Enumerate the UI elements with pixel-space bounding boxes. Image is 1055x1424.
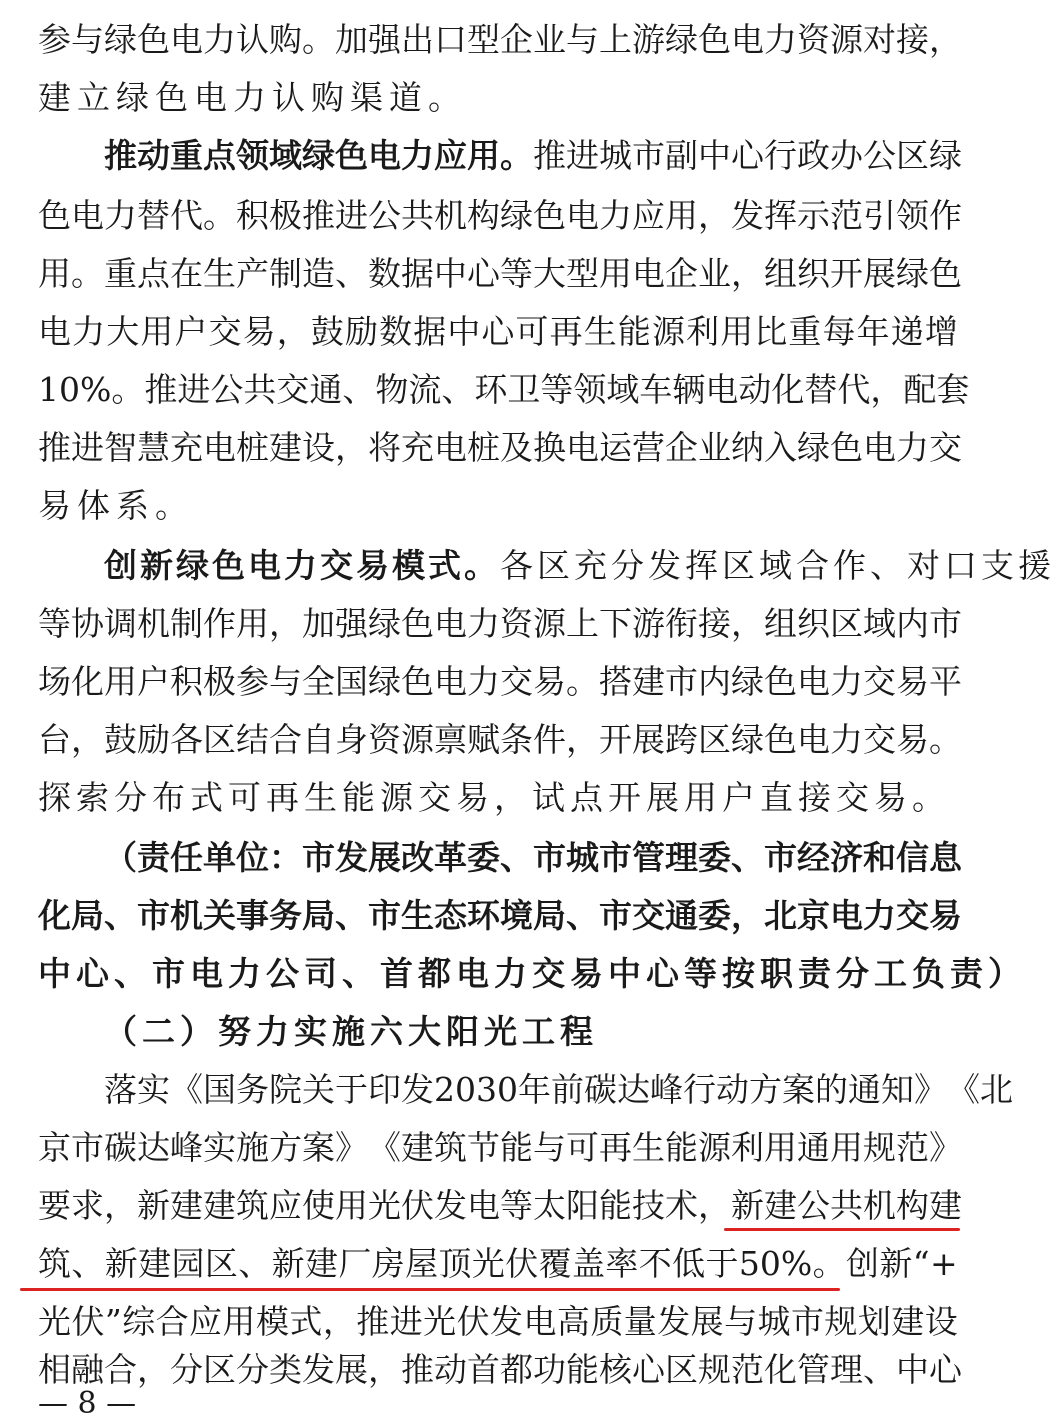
- text-line: （ 责 任 单 位 ： 市 发 展 改 革 委 、 市 城 市 管 理 委 、 市 经 济 和 信 息: [104, 838, 962, 877]
- red-underline: [724, 1228, 960, 1231]
- text-line: 相 融 合 ， 分 区 分 类 发 展 ， 推 动 首 都 功 能 核 心 区 规 范 化 管 理 、 中 心: [38, 1350, 962, 1389]
- text-line: 用 。 重 点 在 生 产 制 造 、 数 据 中 心 等 大 型 用 电 企 业 ， 组 织 开 展 绿 色: [38, 254, 962, 293]
- text-line: 易体系。: [38, 486, 194, 525]
- page-number: — 8 —: [38, 1386, 137, 1421]
- section-heading: 创新绿色电力交易模式。: [104, 546, 500, 585]
- text-line: 京 市 碳 达 峰 实 施 方 案 》 《 建 筑 节 能 与 可 再 生 能 源 利 用 通 用 规 范 》: [38, 1128, 962, 1167]
- text-line: 筑 、 新 建 园 区 、 新 建 厂 房 屋 顶 光 伏 覆 盖 率 不 低 于 50% 。 创 新 “ +: [38, 1244, 958, 1283]
- text-line: 落 实 《 国 务 院 关 于 印 发 2030 年 前 碳 达 峰 行 动 方 案 的 通 知 》 《 北: [104, 1070, 1013, 1109]
- text-line: 光 伏 ” 综 合 应 用 模 式 ， 推 进 光 伏 发 电 高 质 量 发 展 与 城 市 规 划 建 设: [38, 1302, 958, 1341]
- text-line: 色 电 力 替 代 。 积 极 推 进 公 共 机 构 绿 色 电 力 应 用 ， 发 挥 示 范 引 领 作: [38, 196, 962, 235]
- text-line: 等 协 调 机 制 作 用 ， 加 强 绿 色 电 力 资 源 上 下 游 衔 接 ， 组 织 区 域 内 市: [38, 604, 962, 643]
- text-line: 推 动 重 点 领 域 绿 色 电 力 应 用 。 推 进 城 市 副 中 心 行 政 办 公 区 绿: [104, 136, 962, 175]
- text-line: 建立绿色电力认购渠道。: [38, 78, 467, 117]
- text-line: [104, 546, 1055, 586]
- text-line: 推 进 智 慧 充 电 桩 建 设 ， 将 充 电 桩 及 换 电 运 营 企 业 纳 入 绿 色 电 力 交: [38, 428, 962, 467]
- section-heading: （二）努力实施六大阳光工程: [104, 1012, 598, 1051]
- red-underline: [20, 1288, 840, 1291]
- text-line: 10% 。 推 进 公 共 交 通 、 物 流 、 环 卫 等 领 域 车 辆 电 动 化 替 代 ， 配 套: [38, 370, 970, 409]
- text-line: 电 力 大 用 户 交 易 ， 鼓 励 数 据 中 心 可 再 生 能 源 利 用 比 重 每 年 递 增: [38, 312, 958, 351]
- text-line: 参 与 绿 色 电 力 认 购 。 加 强 出 口 型 企 业 与 上 游 绿 色 电 力 资 源 对 接 ，: [38, 20, 962, 59]
- text-line: 场 化 用 户 积 极 参 与 全 国 绿 色 电 力 交 易 。 搭 建 市 内 绿 色 电 力 交 易 平: [38, 662, 962, 701]
- text-line: 中心、市电力公司、首都电力交易中心等按职责分工负责）: [38, 954, 1026, 993]
- text-line: 探索分布式可再生能源交易，试点开展用户直接交易。: [38, 778, 950, 817]
- text-line: 台 ， 鼓 励 各 区 结 合 自 身 资 源 禀 赋 条 件 ， 开 展 跨 区 绿 色 电 力 交 易 。: [38, 720, 962, 759]
- text-line: 要 求 ， 新 建 建 筑 应 使 用 光 伏 发 电 等 太 阳 能 技 术 ， 新 建 公 共 机 构 建: [38, 1186, 962, 1225]
- text-line: 化 局 、 市 机 关 事 务 局 、 市 生 态 环 境 局 、 市 交 通 委 ， 北 京 电 力 交 易: [38, 896, 962, 935]
- text-segment: 各区充分发挥区域合作、对口支援: [500, 546, 1055, 585]
